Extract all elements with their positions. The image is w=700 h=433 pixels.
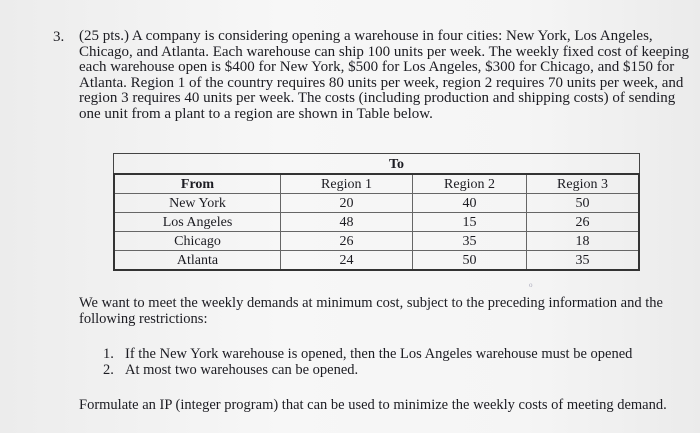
problem-line: one unit from a plant to a region are shown in Table below.	[79, 105, 433, 122]
cost-cell: 50	[413, 251, 527, 269]
restrictions-list	[103, 347, 632, 378]
cost-cell: 20	[281, 194, 413, 212]
table-row	[115, 194, 638, 213]
cost-cell: 35	[575, 253, 590, 268]
problem-statement	[79, 28, 689, 122]
requirement-text	[79, 296, 669, 327]
header-region-2: Region 2	[413, 175, 527, 193]
restriction-text: If the New York warehouse is opened, then the Los Angeles warehouse must be opened	[125, 346, 633, 362]
row-city: Atlanta	[115, 251, 281, 269]
table-header-row	[115, 175, 638, 194]
row-city: Chicago	[115, 232, 281, 250]
requirement-line: following restrictions:	[79, 310, 208, 327]
row-city: Los Angeles	[115, 213, 281, 231]
table-row	[115, 251, 638, 269]
cost-cell: 26	[575, 215, 590, 230]
cost-cell: 26	[281, 232, 413, 250]
restriction-number: 1.	[103, 346, 114, 362]
to-label: To	[389, 157, 405, 172]
header-region-1: Region 1	[281, 175, 413, 193]
table-row	[115, 232, 638, 251]
cost-grid	[113, 173, 640, 271]
restriction-text: At most two warehouses can be opened.	[125, 361, 359, 378]
cost-cell: 24	[281, 251, 413, 269]
cost-cell: 50	[575, 196, 590, 211]
header-from: From	[115, 175, 281, 193]
problem-line: (25 pts.) A company is considering opening a warehouse in four cities: New York, Los Angeles,	[79, 28, 653, 44]
cost-cell: 40	[413, 194, 527, 212]
cost-cell: 35	[413, 232, 527, 250]
cost-cell: 48	[281, 213, 413, 231]
restriction-item	[103, 347, 632, 363]
cost-table	[113, 153, 640, 271]
restriction-number: 2.	[103, 361, 114, 378]
requirement-line: We want to meet the weekly demands at minimum cost, subject to the preceding information and the	[79, 295, 663, 311]
row-city: New York	[115, 194, 281, 212]
cost-cell: 15	[413, 213, 527, 231]
cost-cell: 18	[575, 234, 590, 249]
problem-line: region 3 requires 40 units per week. The costs (including production and shipping costs) of sending	[79, 90, 676, 106]
task-instruction: Formulate an IP (integer program) that can be used to minimize the weekly costs of meeting demand.	[79, 397, 667, 413]
pen-mark: o	[529, 281, 533, 289]
problem-line: each warehouse open is $400 for New York, $500 for Los Angeles, $300 for Chicago, and $150 for	[79, 59, 675, 75]
restriction-item	[103, 363, 632, 379]
header-region-3: Region 3	[557, 177, 608, 192]
table-row	[115, 213, 638, 232]
to-header	[113, 153, 640, 173]
problem-number: 3.	[53, 29, 65, 45]
problem-line: Atlanta. Region 1 of the country requires 80 units per week, region 2 requires 70 units per week, and	[79, 74, 684, 91]
problem-line: Chicago, and Atlanta. Each warehouse can ship 100 units per week. The weekly fixed cost of keeping	[79, 43, 689, 60]
